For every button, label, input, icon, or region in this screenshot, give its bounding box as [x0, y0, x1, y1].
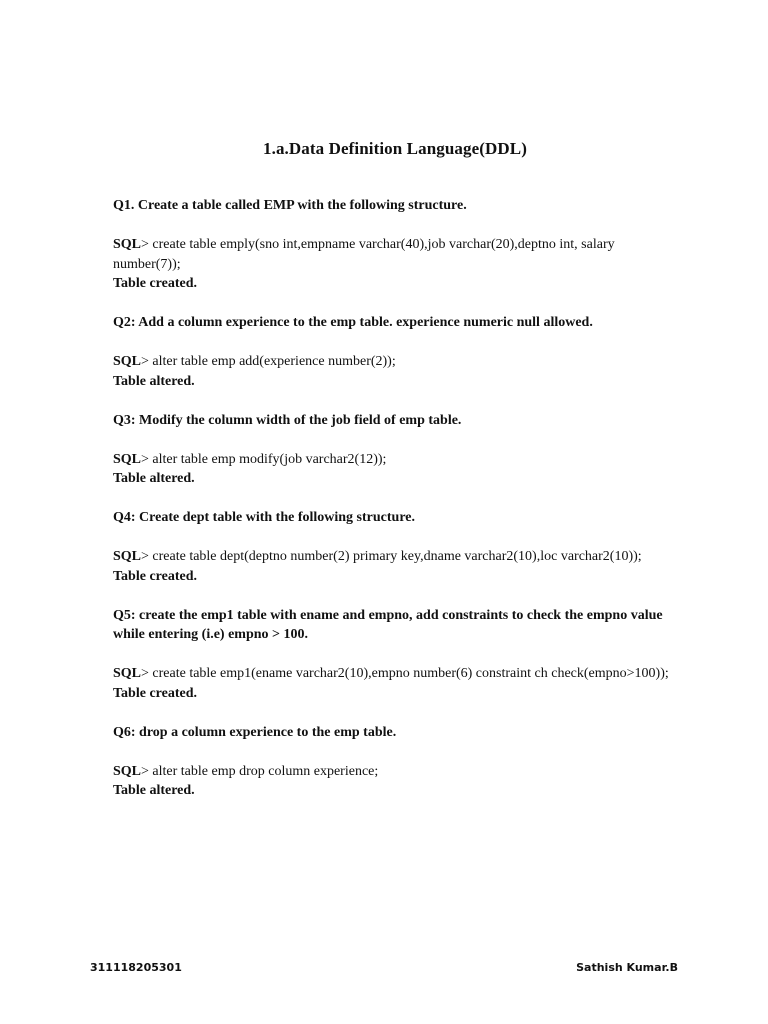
qa-item-6	[113, 723, 673, 801]
document-body	[113, 196, 673, 820]
sql-command-text: > create table dept(deptno number(2) primary key,dname varchar2(10),loc varchar2(10));	[141, 549, 642, 564]
question-text: Q6: drop a column experience to the emp table.	[113, 724, 397, 740]
sql-command	[113, 547, 673, 567]
sql-result: Table created.	[113, 276, 197, 291]
question-text: Q3: Modify the column width of the job field of emp table.	[113, 412, 462, 428]
sql-command	[113, 762, 673, 782]
sql-prompt: SQL	[113, 451, 142, 467]
sql-command-text: > create table emply(sno int,empname varchar(40),job varchar(20),deptno int, salary number(7));	[113, 237, 615, 272]
question-text: Q1. Create a table called EMP with the following structure.	[113, 198, 467, 213]
sql-result: Table altered.	[113, 783, 195, 798]
sql-prompt: SQL	[113, 354, 142, 369]
question-text: Q4: Create dept table with the following structure.	[113, 510, 415, 525]
sql-prompt: SQL	[113, 763, 142, 779]
sql-command	[113, 664, 673, 684]
sql-command-text: > create table emp1(ename varchar2(10),empno number(6) constraint ch check(empno>100));	[141, 666, 669, 681]
sql-result: Table altered.	[113, 471, 195, 486]
question-text: Q5: create the emp1 table with ename and empno, add constraints to check the empno value while entering (i.e) empno > 100.	[113, 607, 663, 642]
qa-item-3	[113, 411, 673, 489]
sql-command-text: > alter table emp drop column experience;	[141, 763, 379, 779]
sql-command	[113, 235, 673, 274]
footer-author-name: Sathish Kumar.B	[576, 961, 678, 974]
sql-command	[113, 450, 673, 470]
sql-prompt: SQL	[113, 549, 142, 564]
page-title: 1.a.Data Definition Language(DDL)	[263, 139, 527, 158]
sql-command-text: > alter table emp add(experience number(2));	[141, 354, 396, 369]
footer-register-number: 311118205301	[90, 961, 182, 974]
qa-item-5	[113, 606, 673, 704]
sql-result: Table created.	[113, 568, 197, 584]
sql-prompt: SQL	[113, 237, 142, 252]
qa-item-1	[113, 196, 673, 294]
sql-result: Table altered.	[113, 373, 195, 389]
sql-command-text: > alter table emp modify(job varchar2(12));	[141, 451, 387, 467]
sql-command	[113, 352, 673, 372]
qa-item-4	[113, 508, 673, 586]
sql-prompt: SQL	[113, 666, 142, 681]
question-text: Q2: Add a column experience to the emp table. experience numeric null allowed.	[113, 315, 593, 330]
qa-item-2	[113, 313, 673, 391]
sql-result: Table created.	[113, 685, 197, 701]
